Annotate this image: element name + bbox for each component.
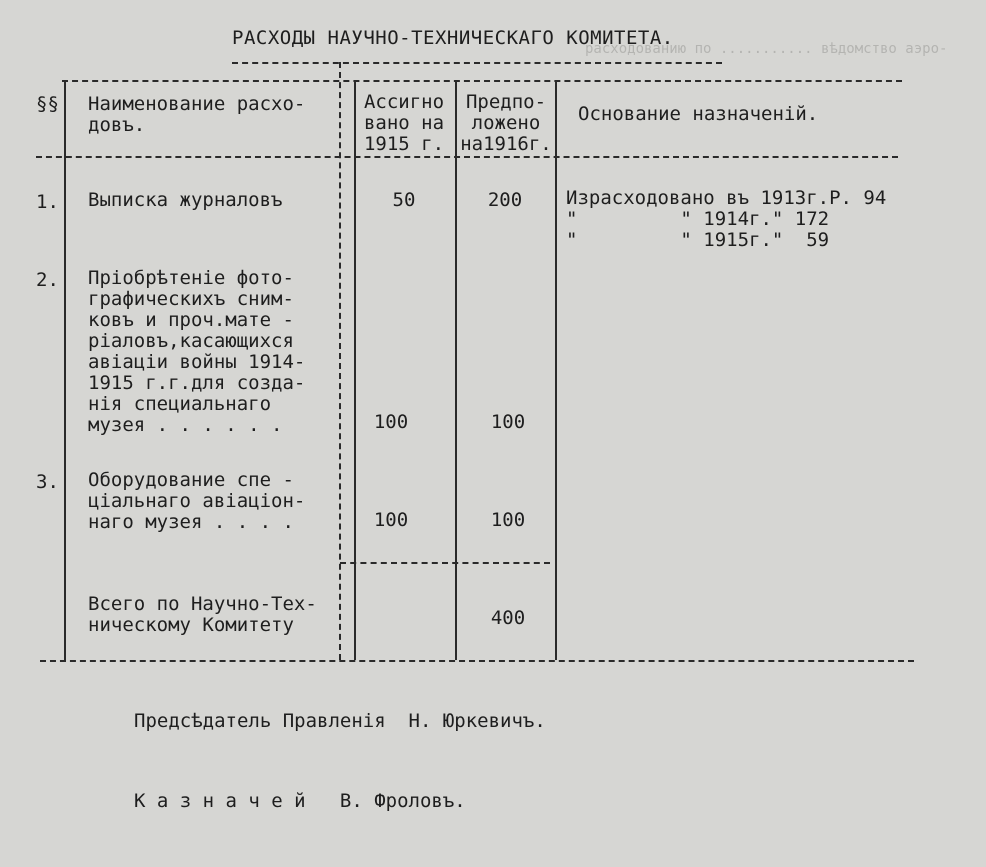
row-1-assigned: 50: [392, 189, 416, 211]
total-proposed: 400: [490, 607, 526, 629]
row-2-num: 2.: [36, 269, 59, 291]
total-separator-rule: [340, 562, 550, 564]
row-3-proposed: 100: [490, 509, 526, 531]
table-top-rule: [62, 80, 902, 82]
row-1-basis: Израсходовано въ 1913г.Р. 94 " " 1914г." 172 " " 1915г." 59: [566, 187, 887, 251]
row-3-name: Оборудование спе - цiальнаго авiацiон- наго музея . . . .: [88, 469, 306, 533]
row-3-assigned: 100: [373, 509, 409, 531]
header-num: §§: [36, 93, 59, 115]
row-3-num: 3.: [36, 471, 59, 493]
column-rule-3: [354, 80, 356, 660]
treasurer-signature-line: К а з н а ч е й В. Фроловъ.: [134, 790, 466, 812]
page-title: РАСХОДЫ НАУЧНО-ТЕХНИЧЕСКАГО КОМИТЕТА.: [232, 27, 674, 49]
row-2-proposed: 100: [490, 411, 526, 433]
header-basis: Основание назначенiй.: [578, 103, 819, 125]
row-2-name: Прiобрѣтенiе фото- графическихъ сним- ковъ и проч.мате - рiаловъ,касающихся авiацiи войны 1914- 1915 г.г.для созда- нiя специальнаго музея . . . . . .: [88, 267, 306, 436]
header-proposed: Предпо- ложено на1916г.: [460, 91, 552, 155]
row-1-name: Выписка журналовъ: [88, 189, 283, 211]
row-1-proposed: 200: [487, 189, 523, 211]
row-1-num: 1.: [36, 191, 59, 213]
title-underline: [232, 62, 722, 64]
header-bottom-rule: [36, 156, 898, 158]
column-rule-1: [64, 80, 66, 662]
total-label: Всего по Научно-Тех- ническому Комитету: [88, 593, 317, 636]
chairman-signature-line: Предсѣдатель Правленiя Н. Юркевичъ.: [134, 710, 546, 732]
bleed-through-text: расходованию по ........... вѣдомство аэро-: [585, 41, 948, 57]
row-2-assigned: 100: [373, 411, 409, 433]
column-rule-4: [455, 80, 457, 660]
header-assigned: Ассигно вано на 1915 г.: [363, 91, 445, 155]
table-bottom-rule: [40, 660, 914, 662]
header-name: Наименование расхо- довъ.: [88, 93, 306, 136]
column-rule-5: [555, 80, 557, 660]
column-rule-2: [339, 62, 341, 660]
